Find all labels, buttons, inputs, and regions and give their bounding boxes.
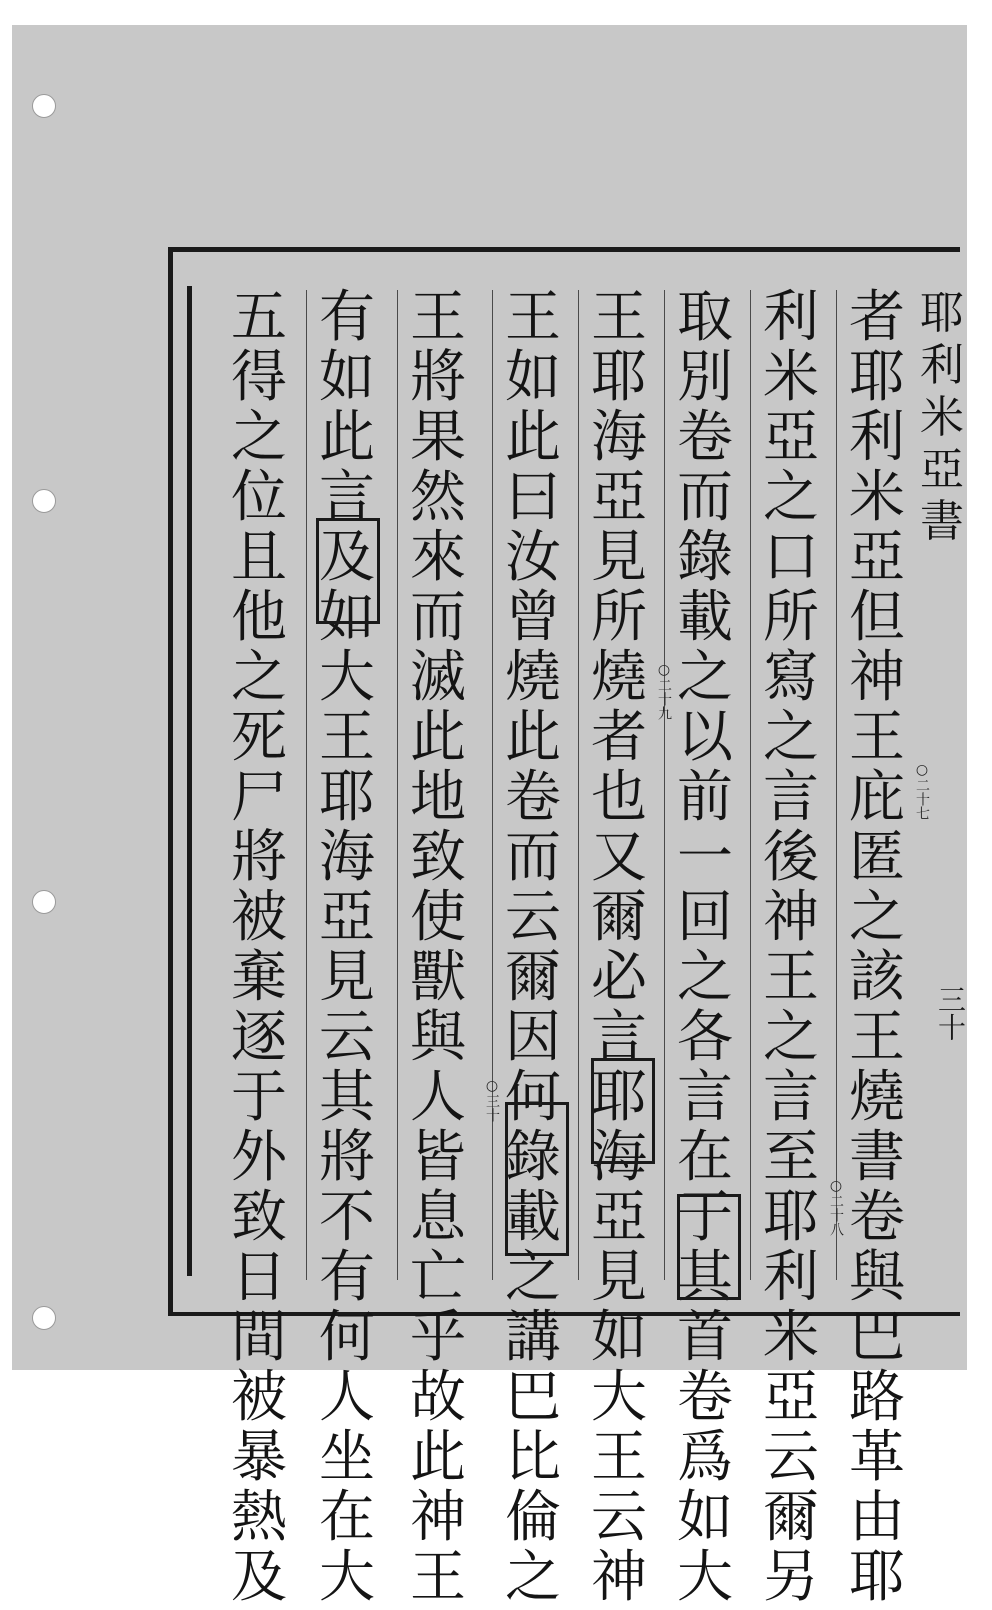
glyph: 取 xyxy=(677,285,733,350)
glyph: 至 xyxy=(763,1125,819,1190)
glyph: 後 xyxy=(763,825,819,890)
glyph: 者 xyxy=(591,705,647,770)
glyph: 有 xyxy=(319,1245,375,1310)
glyph: 外 xyxy=(231,1125,287,1190)
glyph: 此 xyxy=(410,1425,466,1490)
glyph: 別 xyxy=(677,345,733,410)
glyph: 之 xyxy=(849,885,905,950)
column-rule xyxy=(397,290,398,1280)
glyph: 海 xyxy=(591,1125,647,1190)
glyph: 將 xyxy=(231,825,287,890)
glyph: 被 xyxy=(231,1365,287,1430)
glyph: 也 xyxy=(591,765,647,830)
title-glyph: 亞 xyxy=(920,444,964,495)
glyph: 載 xyxy=(677,585,733,650)
glyph: 亡 xyxy=(410,1245,466,1310)
glyph: 耶 xyxy=(849,1545,905,1610)
glyph: 一 xyxy=(677,825,733,890)
glyph: 故 xyxy=(410,1365,466,1430)
glyph: 他 xyxy=(231,585,287,650)
glyph: 如 xyxy=(591,1305,647,1370)
column-rule xyxy=(578,290,579,1280)
glyph: 王 xyxy=(591,1425,647,1490)
inner-border-rule xyxy=(187,286,192,1276)
glyph: 錄 xyxy=(505,1125,561,1190)
glyph: 與 xyxy=(849,1245,905,1310)
glyph: 燒 xyxy=(505,645,561,710)
glyph: 位 xyxy=(231,465,287,530)
glyph: 燒 xyxy=(849,1065,905,1130)
glyph: 且 xyxy=(231,525,287,590)
glyph: 此 xyxy=(505,705,561,770)
glyph: 之 xyxy=(677,945,733,1010)
glyph: 爾 xyxy=(763,1485,819,1550)
glyph: 比 xyxy=(505,1425,561,1490)
book-title xyxy=(918,292,966,552)
column-rule xyxy=(664,290,665,1280)
glyph: 耶 xyxy=(763,1185,819,1250)
glyph: 而 xyxy=(505,825,561,890)
glyph: 王 xyxy=(505,285,561,350)
glyph: 地 xyxy=(410,765,466,830)
glyph: 言 xyxy=(319,465,375,530)
title-glyph: 米 xyxy=(920,392,964,443)
glyph: 所 xyxy=(763,585,819,650)
glyph: 于 xyxy=(677,1185,733,1250)
glyph: 不 xyxy=(319,1185,375,1250)
title-glyph: 利 xyxy=(920,340,964,391)
glyph: 卷 xyxy=(849,1185,905,1250)
glyph: 該 xyxy=(849,945,905,1010)
glyph: 王 xyxy=(849,1005,905,1070)
binder-hole-3 xyxy=(32,890,56,914)
glyph: 人 xyxy=(410,1065,466,1130)
text-column-3 xyxy=(670,285,740,1610)
glyph: 亞 xyxy=(763,405,819,470)
glyph: 由 xyxy=(849,1485,905,1550)
glyph: 回 xyxy=(677,885,733,950)
glyph: 熱 xyxy=(231,1485,287,1550)
glyph: 獸 xyxy=(410,945,466,1010)
name-box xyxy=(316,518,380,624)
glyph: 王 xyxy=(319,705,375,770)
glyph: 果 xyxy=(410,405,466,470)
binder-hole-1 xyxy=(32,94,56,118)
glyph: 所 xyxy=(591,585,647,650)
verse-marker-27: ○二十七 xyxy=(914,762,930,820)
glyph: 耶 xyxy=(591,345,647,410)
glyph: 之 xyxy=(763,1005,819,1070)
glyph: 海 xyxy=(591,405,647,470)
glyph: 另 xyxy=(763,1545,819,1610)
glyph: 皆 xyxy=(410,1125,466,1190)
glyph: 亞 xyxy=(319,885,375,950)
glyph: 大 xyxy=(677,1545,733,1610)
glyph: 在 xyxy=(319,1485,375,1550)
glyph: 革 xyxy=(849,1425,905,1490)
glyph: 寫 xyxy=(763,645,819,710)
glyph: 致 xyxy=(410,825,466,890)
glyph: 米 xyxy=(763,345,819,410)
glyph: 亞 xyxy=(591,465,647,530)
glyph: 但 xyxy=(849,585,905,650)
glyph: 庇 xyxy=(849,765,905,830)
glyph: 見 xyxy=(319,945,375,1010)
text-column-1 xyxy=(842,285,912,1610)
glyph: 耶 xyxy=(319,765,375,830)
glyph: 爾 xyxy=(505,945,561,1010)
glyph: 之 xyxy=(231,405,287,470)
glyph: 講 xyxy=(505,1305,561,1370)
verse-marker-28: ○二十八 xyxy=(828,1178,844,1236)
glyph: 云 xyxy=(591,1485,647,1550)
glyph: 言 xyxy=(763,1065,819,1130)
glyph: 逐 xyxy=(231,1005,287,1070)
glyph: 此 xyxy=(319,405,375,470)
glyph: 如 xyxy=(319,345,375,410)
glyph: 然 xyxy=(410,465,466,530)
glyph: 王 xyxy=(410,285,466,350)
glyph: 坐 xyxy=(319,1425,375,1490)
glyph: 匿 xyxy=(849,825,905,890)
glyph: 神 xyxy=(763,885,819,950)
glyph: 言 xyxy=(677,1065,733,1130)
glyph: 王 xyxy=(410,1545,466,1610)
text-column-4 xyxy=(584,285,654,1610)
glyph: 曾 xyxy=(505,585,561,650)
glyph: 有 xyxy=(319,285,375,350)
glyph: 亞 xyxy=(763,1365,819,1430)
glyph: 利 xyxy=(763,285,819,350)
glyph: 之 xyxy=(505,1245,561,1310)
glyph: 來 xyxy=(410,525,466,590)
glyph: 而 xyxy=(677,465,733,530)
page-number: 三十 xyxy=(934,985,967,1041)
glyph: 如 xyxy=(505,345,561,410)
glyph: 滅 xyxy=(410,645,466,710)
glyph: 此 xyxy=(410,705,466,770)
glyph: 各 xyxy=(677,1005,733,1070)
glyph: 耶 xyxy=(591,1065,647,1130)
glyph: 如 xyxy=(677,1485,733,1550)
glyph: 者 xyxy=(849,285,905,350)
glyph: 倫 xyxy=(505,1485,561,1550)
column-rule xyxy=(306,290,307,1280)
name-box xyxy=(677,1194,741,1300)
glyph: 人 xyxy=(319,1365,375,1430)
glyph: 神 xyxy=(849,645,905,710)
glyph: 間 xyxy=(231,1305,287,1370)
glyph: 暴 xyxy=(231,1425,287,1490)
glyph: 之 xyxy=(677,645,733,710)
glyph: 之 xyxy=(505,1545,561,1610)
glyph: 大 xyxy=(591,1365,647,1430)
glyph: 與 xyxy=(410,1005,466,1070)
name-box xyxy=(591,1058,655,1164)
glyph: 因 xyxy=(505,1005,561,1070)
column-rule xyxy=(750,290,751,1280)
title-glyph: 書 xyxy=(920,496,964,547)
glyph: 大 xyxy=(319,645,375,710)
glyph: 使 xyxy=(410,885,466,950)
column-rule xyxy=(492,290,493,1280)
glyph: 將 xyxy=(410,345,466,410)
glyph: 于 xyxy=(231,1065,287,1130)
glyph: 卷 xyxy=(505,765,561,830)
text-column-2 xyxy=(756,285,826,1610)
verse-marker-29: ○二十九 xyxy=(656,662,672,720)
binder-hole-4 xyxy=(32,1306,56,1330)
glyph: 何 xyxy=(505,1065,561,1130)
glyph: 此 xyxy=(505,405,561,470)
glyph: 之 xyxy=(763,465,819,530)
glyph: 書 xyxy=(849,1125,905,1190)
glyph: 神 xyxy=(591,1545,647,1610)
text-column-5 xyxy=(498,285,568,1610)
glyph: 云 xyxy=(319,1005,375,1070)
text-column-7 xyxy=(312,285,382,1610)
glyph: 息 xyxy=(410,1185,466,1250)
glyph: 何 xyxy=(319,1305,375,1370)
glyph: 王 xyxy=(591,285,647,350)
glyph: 尸 xyxy=(231,765,287,830)
text-column-8 xyxy=(224,285,294,1610)
glyph: 爲 xyxy=(677,1425,733,1490)
glyph: 燒 xyxy=(591,645,647,710)
glyph: 汝 xyxy=(505,525,561,590)
glyph: 得 xyxy=(231,345,287,410)
glyph: 王 xyxy=(849,705,905,770)
glyph: 大 xyxy=(319,1545,375,1610)
glyph: 五 xyxy=(231,285,287,350)
title-glyph: 耶 xyxy=(920,292,964,339)
glyph: 米 xyxy=(849,465,905,530)
name-box xyxy=(505,1102,569,1256)
verse-marker-30: ○三十 xyxy=(484,1078,500,1122)
glyph: 卷 xyxy=(677,405,733,470)
glyph: 口 xyxy=(763,525,819,590)
glyph: 言 xyxy=(763,765,819,830)
glyph: 其 xyxy=(319,1065,375,1130)
glyph: 言 xyxy=(591,1005,647,1070)
glyph: 及 xyxy=(319,525,375,590)
glyph: 錄 xyxy=(677,525,733,590)
glyph: 亞 xyxy=(849,525,905,590)
glyph: 載 xyxy=(505,1185,561,1250)
glyph: 利 xyxy=(849,405,905,470)
glyph: 乎 xyxy=(410,1305,466,1370)
glyph: 之 xyxy=(763,705,819,770)
glyph: 被 xyxy=(231,885,287,950)
glyph: 海 xyxy=(319,825,375,890)
binder-hole-2 xyxy=(32,489,56,513)
glyph: 米 xyxy=(763,1305,819,1370)
glyph: 王 xyxy=(763,945,819,1010)
glyph: 之 xyxy=(231,645,287,710)
glyph: 及 xyxy=(231,1545,287,1610)
glyph: 日 xyxy=(231,1245,287,1310)
glyph: 而 xyxy=(410,585,466,650)
glyph: 見 xyxy=(591,525,647,590)
glyph: 必 xyxy=(591,945,647,1010)
glyph: 前 xyxy=(677,765,733,830)
glyph: 棄 xyxy=(231,945,287,1010)
glyph: 在 xyxy=(677,1125,733,1190)
glyph: 首 xyxy=(677,1305,733,1370)
glyph: 如 xyxy=(319,585,375,650)
glyph: 其 xyxy=(677,1245,733,1310)
glyph: 以 xyxy=(677,705,733,770)
glyph: 云 xyxy=(763,1425,819,1490)
glyph: 卷 xyxy=(677,1365,733,1430)
column-rule xyxy=(836,290,837,1280)
glyph: 亞 xyxy=(591,1185,647,1250)
glyph: 巴 xyxy=(505,1365,561,1430)
glyph: 曰 xyxy=(505,465,561,530)
glyph: 爾 xyxy=(591,885,647,950)
glyph: 云 xyxy=(505,885,561,950)
glyph: 神 xyxy=(410,1485,466,1550)
glyph: 路 xyxy=(849,1365,905,1430)
glyph: 巴 xyxy=(849,1305,905,1370)
glyph: 死 xyxy=(231,705,287,770)
glyph: 將 xyxy=(319,1125,375,1190)
glyph: 利 xyxy=(763,1245,819,1310)
glyph: 耶 xyxy=(849,345,905,410)
glyph: 又 xyxy=(591,825,647,890)
text-column-6 xyxy=(403,285,473,1610)
glyph: 致 xyxy=(231,1185,287,1250)
glyph: 見 xyxy=(591,1245,647,1310)
